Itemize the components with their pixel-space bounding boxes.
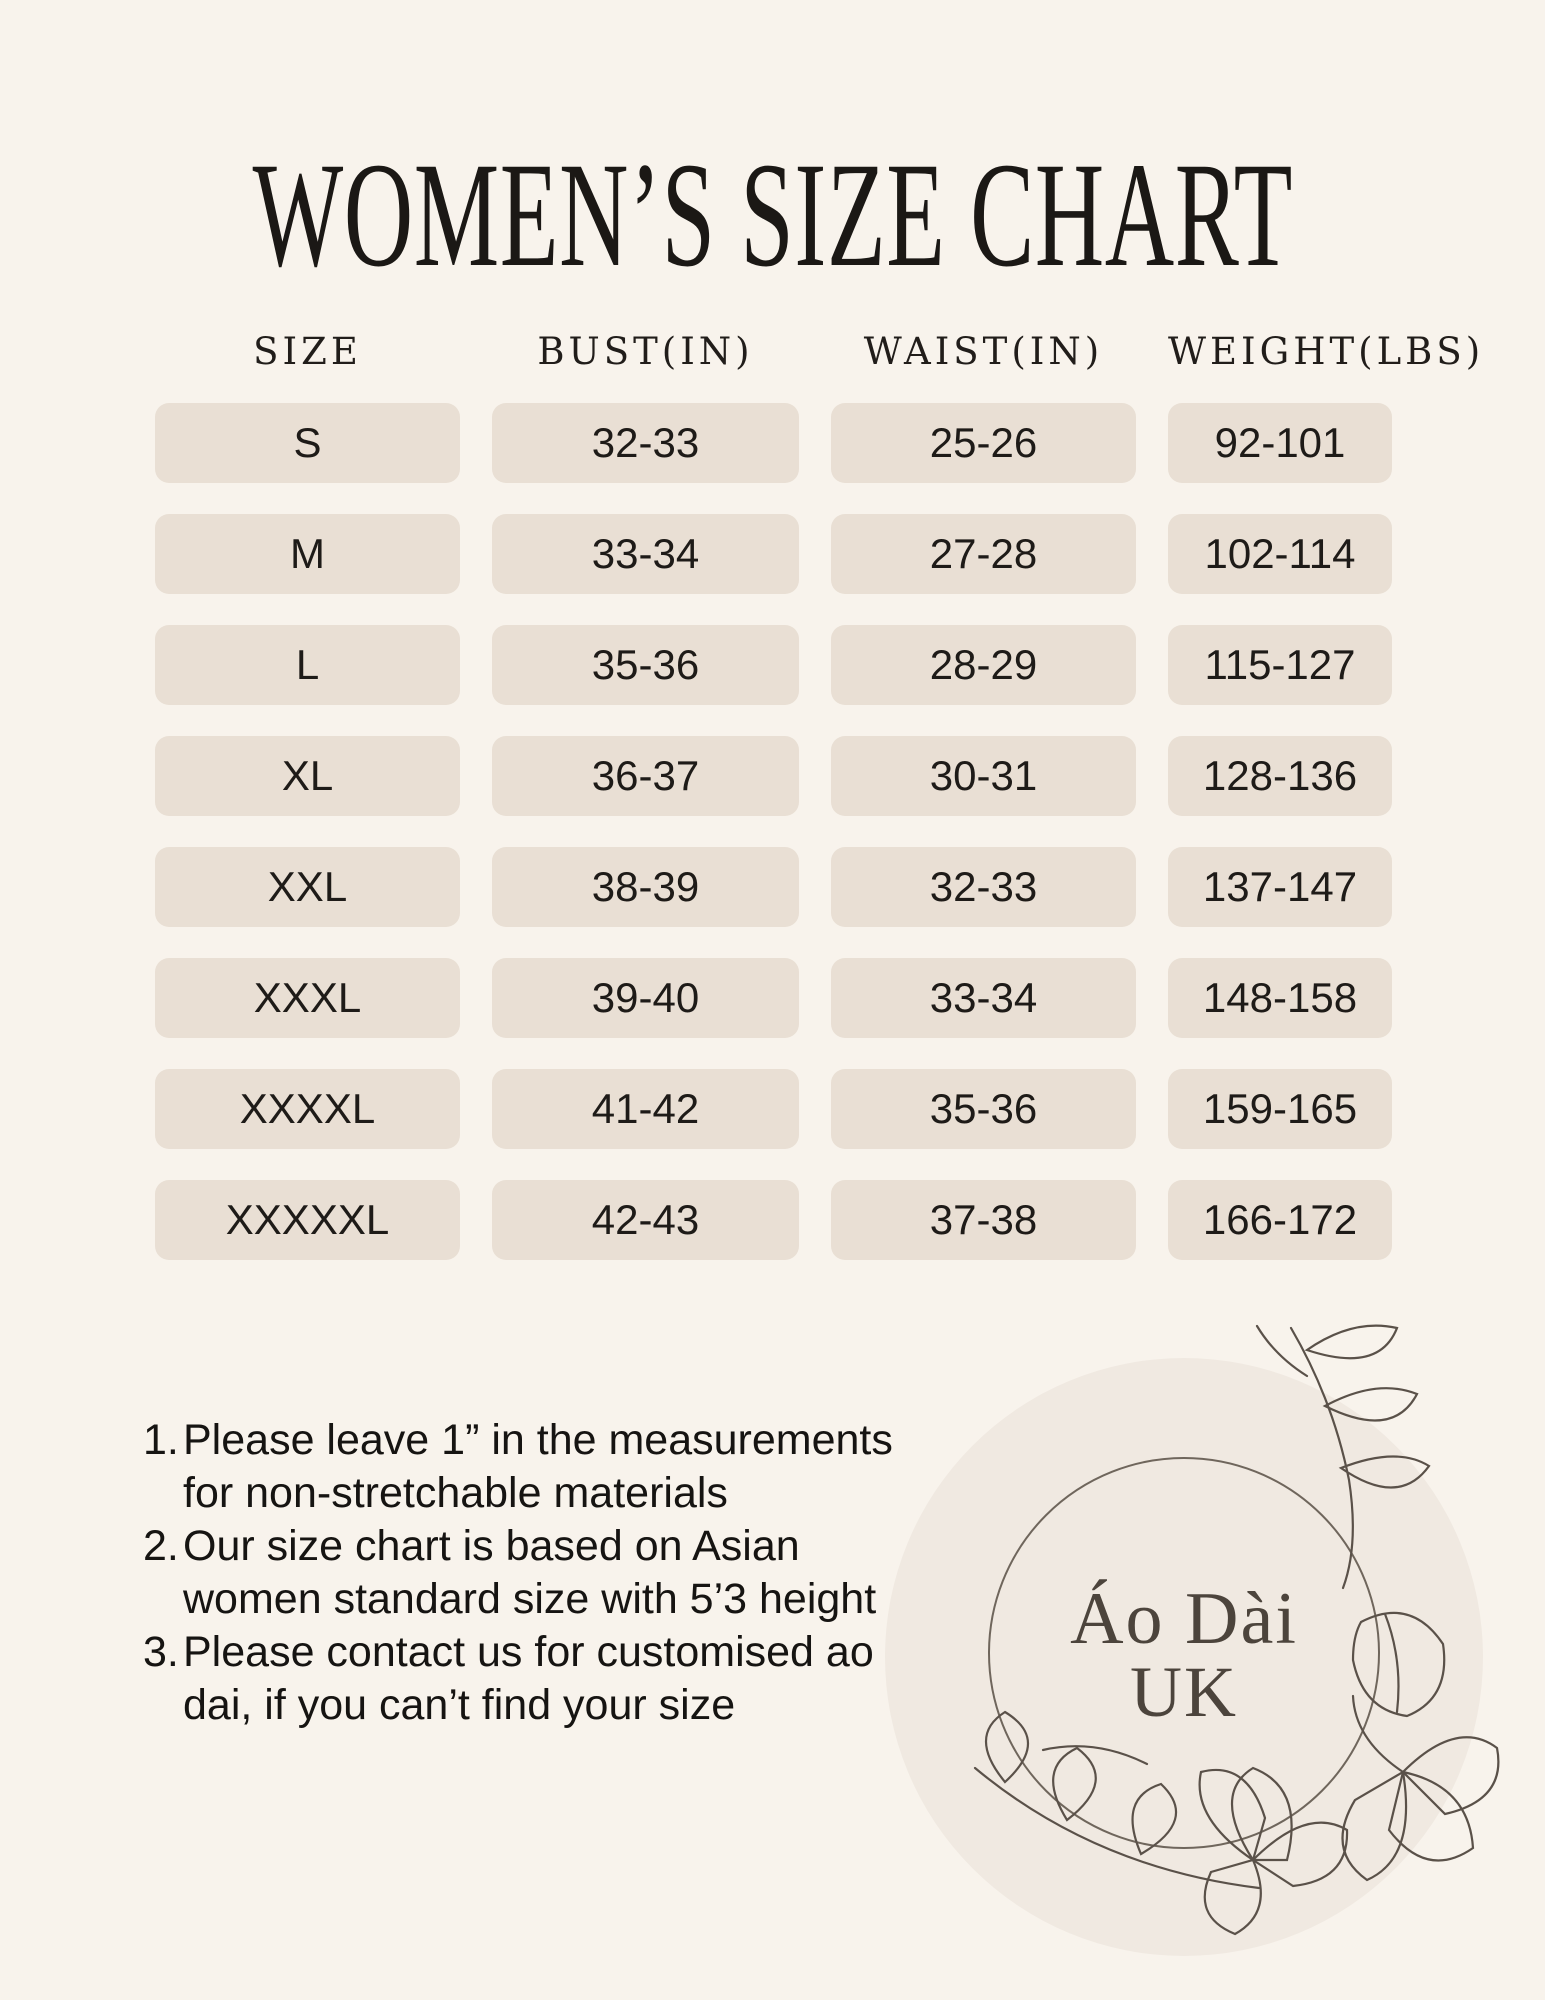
notes-list (143, 1414, 893, 1732)
page-header (0, 128, 1545, 302)
note-number: 3. (143, 1628, 179, 1676)
size-cell: XL (155, 736, 460, 816)
waist-cell: 30-31 (831, 736, 1136, 816)
weight-cell: 115-127 (1168, 625, 1392, 705)
table-row (155, 847, 1392, 927)
size-cell: XXXXL (155, 1069, 460, 1149)
column-header-waist: WAIST(IN) (863, 329, 1104, 373)
waist-cell: 27-28 (831, 514, 1136, 594)
logo-brand-name: Áo Dài (1070, 1578, 1298, 1660)
size-table-body (155, 403, 1392, 1291)
note-line: Our size chart is based on Asian (183, 1522, 800, 1570)
note-item (143, 1626, 893, 1732)
table-row (155, 1180, 1392, 1260)
size-cell: M (155, 514, 460, 594)
note-number: 2. (143, 1522, 179, 1570)
waist-cell: 33-34 (831, 958, 1136, 1038)
note-item (143, 1520, 893, 1626)
weight-cell: 128-136 (1168, 736, 1392, 816)
weight-cell: 137-147 (1168, 847, 1392, 927)
waist-cell: 25-26 (831, 403, 1136, 483)
note-line: for non-stretchable materials (183, 1469, 728, 1517)
weight-cell: 102-114 (1168, 514, 1392, 594)
bust-cell: 36-37 (492, 736, 799, 816)
bust-cell: 41-42 (492, 1069, 799, 1149)
waist-cell: 32-33 (831, 847, 1136, 927)
note-lines (183, 1414, 893, 1520)
waist-cell: 28-29 (831, 625, 1136, 705)
table-row (155, 958, 1392, 1038)
table-row (155, 514, 1392, 594)
note-lines (183, 1626, 874, 1732)
weight-cell: 148-158 (1168, 958, 1392, 1038)
weight-cell: 159-165 (1168, 1069, 1392, 1149)
size-cell: XXXL (155, 958, 460, 1038)
bust-cell: 38-39 (492, 847, 799, 927)
page-title: WOMEN’S SIZE CHART (252, 132, 1293, 298)
size-cell: L (155, 625, 460, 705)
table-row (155, 403, 1392, 483)
brand-logo (855, 1320, 1545, 2000)
note-number: 1. (143, 1416, 179, 1464)
note-lines (183, 1520, 876, 1626)
table-row (155, 625, 1392, 705)
note-item (143, 1414, 893, 1520)
weight-cell: 166-172 (1168, 1180, 1392, 1260)
size-cell: XXL (155, 847, 460, 927)
table-row (155, 736, 1392, 816)
weight-cell: 92-101 (1168, 403, 1392, 483)
waist-cell: 35-36 (831, 1069, 1136, 1149)
note-line: dai, if you can’t find your size (183, 1681, 736, 1729)
column-header-weight: WEIGHT(LBS) (1168, 329, 1485, 373)
bust-cell: 42-43 (492, 1180, 799, 1260)
waist-cell: 37-38 (831, 1180, 1136, 1260)
bust-cell: 32-33 (492, 403, 799, 483)
size-cell: S (155, 403, 460, 483)
column-header-size: SIZE (253, 329, 362, 373)
bust-cell: 35-36 (492, 625, 799, 705)
table-row (155, 1069, 1392, 1149)
bust-cell: 39-40 (492, 958, 799, 1038)
note-line: Please contact us for customised ao (183, 1628, 874, 1676)
size-table-header (155, 326, 1485, 376)
column-header-bust: BUST(IN) (537, 329, 754, 373)
logo-brand-region: UK (1130, 1652, 1238, 1732)
note-line: women standard size with 5’3 height (183, 1575, 877, 1623)
bust-cell: 33-34 (492, 514, 799, 594)
note-line: Please leave 1” in the measurements (183, 1416, 893, 1464)
size-cell: XXXXXL (155, 1180, 460, 1260)
